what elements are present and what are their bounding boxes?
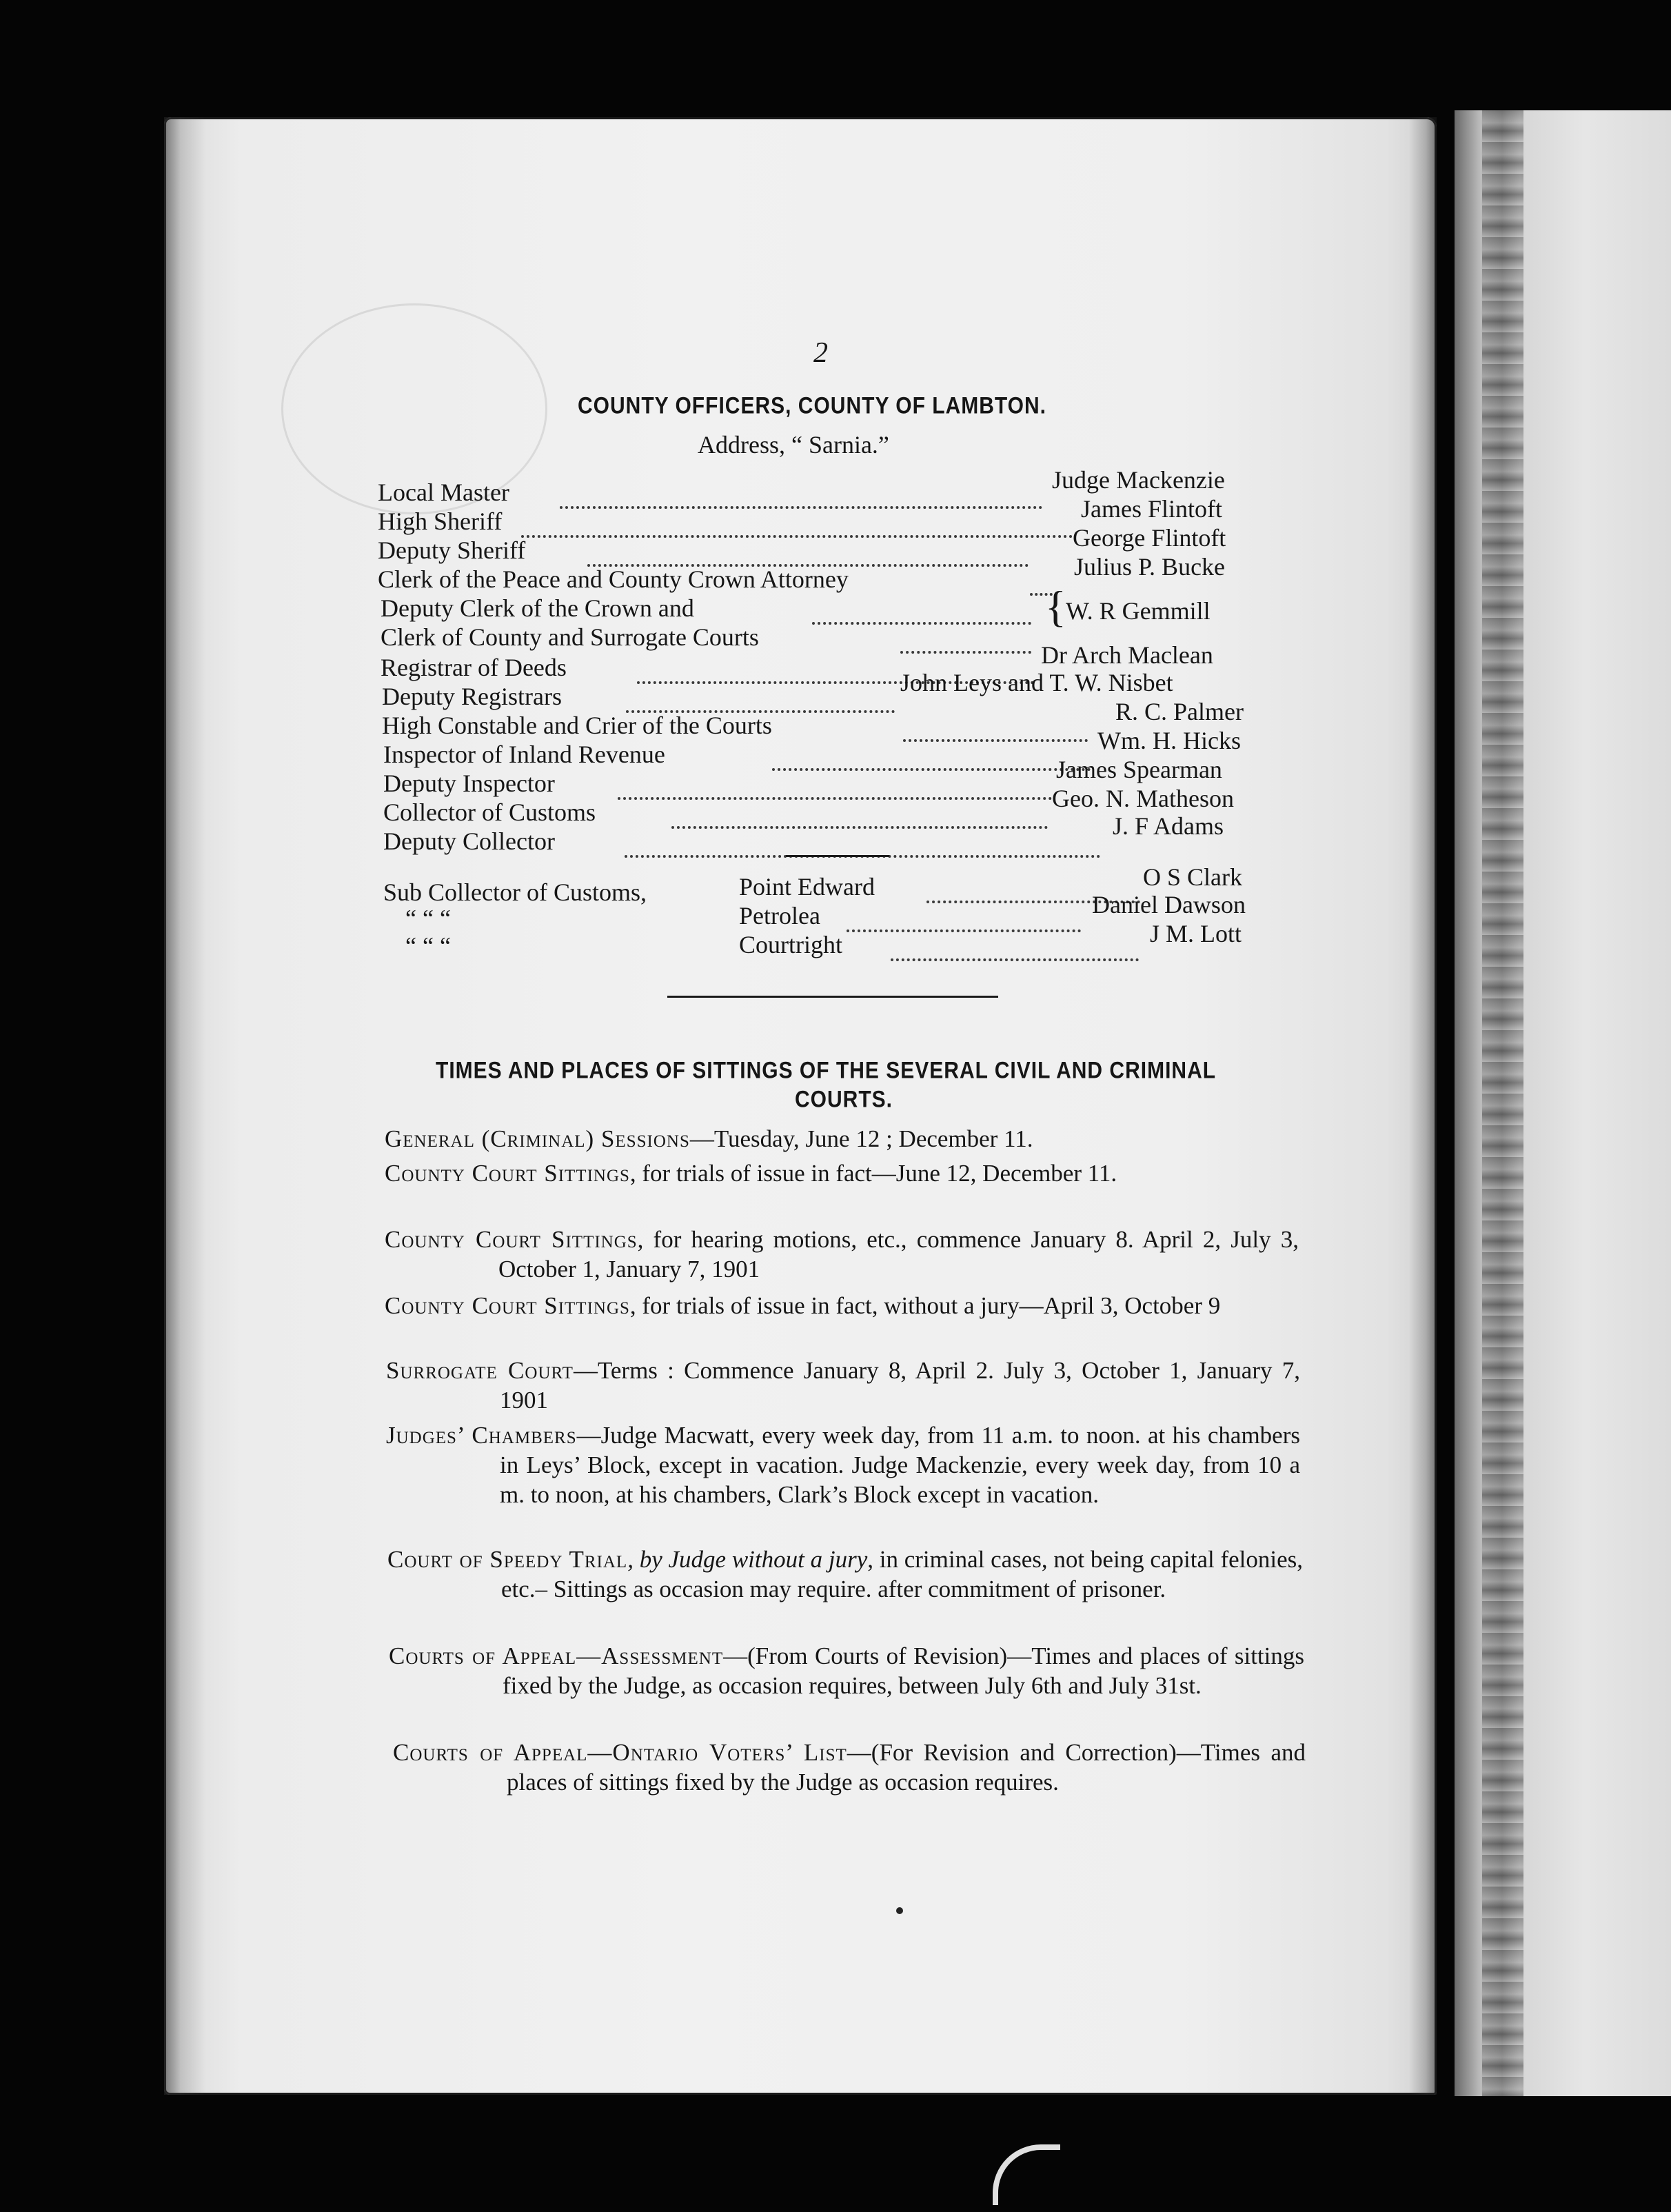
dot-leader <box>891 931 1139 961</box>
sittings-entry <box>385 1291 1299 1320</box>
entry-text: —(For Revision and Correction)—Times and places of sittings fixed by the Judge as occasion requires. <box>507 1739 1306 1796</box>
entry-head: General (Criminal) Sessions <box>385 1125 690 1152</box>
officer-name: George Flintoft <box>1073 524 1226 552</box>
entry-head: Surrogate Court <box>386 1357 574 1384</box>
entry-text: —(From Courts of Revision)—Times and places of sittings fixed by the Judge, as occasion requires, between July 6th and July 31st. <box>503 1642 1304 1699</box>
officer-office: Deputy Sheriff <box>378 536 526 564</box>
dot-leader <box>587 536 1029 567</box>
sub-collector-place: Petrolea <box>739 902 820 929</box>
officer-office: Clerk of County and Surrogate Courts <box>381 623 759 651</box>
sub-collector-place: Courtright <box>739 931 842 958</box>
entry-text: —Tuesday, June 12 ; December 11. <box>689 1125 1033 1152</box>
entry-head: County Court Sittings <box>385 1160 630 1187</box>
sub-collector-place: Point Edward <box>739 873 875 901</box>
officer-office: High Sheriff <box>378 507 503 535</box>
ditto-marks: “ “ “ <box>405 905 451 932</box>
entry-head: Courts of Appeal—Ontario Voters’ List <box>393 1739 847 1766</box>
officer-name: R. C. Palmer <box>1115 698 1244 725</box>
officer-name: Geo. N. Matheson <box>1052 785 1234 812</box>
ditto-marks: “ “ “ <box>405 932 451 960</box>
sittings-entry <box>393 1738 1306 1797</box>
officer-office: Registrar of Deeds <box>381 654 567 681</box>
sittings-entry <box>385 1124 1302 1154</box>
officer-name: James Flintoft <box>1081 495 1222 523</box>
officer-office: Collector of Customs <box>383 798 596 826</box>
section-divider <box>667 996 998 998</box>
entry-head: Judges’ Chambers <box>386 1422 577 1449</box>
dot-leader <box>900 623 1031 654</box>
entry-text: , for hearing motions, etc., commence January 8. April 2, July 3, October 1, January 7, 1901 <box>498 1226 1299 1283</box>
sittings-title-line1: TIMES AND PLACES OF SITTINGS OF THE SEVERAL CIVIL AND CRIMINAL <box>436 1057 1217 1084</box>
page-shadow-right <box>1409 117 1437 2095</box>
dot-leader <box>772 741 1091 771</box>
sittings-entry <box>385 1158 1295 1188</box>
officer-name: W. R Gemmill <box>1066 597 1211 625</box>
officer-name: Dr Arch Maclean <box>1041 641 1213 669</box>
sub-collector-name: J M. Lott <box>1150 920 1242 947</box>
short-divider <box>786 855 889 857</box>
dot-leader <box>625 827 1100 858</box>
officer-name: Wm. H. Hicks <box>1097 727 1241 754</box>
entry-head: County Court Sittings <box>385 1292 630 1319</box>
dot-leader <box>618 770 1052 800</box>
officer-office: Clerk of the Peace and County Crown Attorney <box>378 565 849 593</box>
sittings-entry <box>389 1641 1304 1700</box>
officer-office: Deputy Inspector <box>383 770 555 797</box>
sittings-title-line2: COURTS. <box>795 1086 893 1113</box>
entry-text: , for trials of issue in fact—June 12, December 11. <box>629 1160 1117 1187</box>
officer-name: Judge Mackenzie <box>1052 466 1225 494</box>
adjacent-page-spine <box>1482 110 1523 2096</box>
sub-collector-name: O S Clark <box>1143 863 1242 891</box>
sittings-entry <box>386 1356 1300 1415</box>
ink-dot <box>896 1907 903 1914</box>
officer-name: James Spearman <box>1056 756 1222 783</box>
page-shadow-left <box>164 117 205 2095</box>
entry-text: —Terms : Commence January 8, April 2. July 3, October 1, January 7, 1901 <box>500 1357 1300 1414</box>
dot-leader <box>903 712 1088 742</box>
sittings-entry <box>386 1420 1300 1509</box>
officer-office: Deputy Collector <box>383 827 555 855</box>
entry-text: , in criminal cases, not being capital felonies, etc.– Sittings as occasion may require. after commitment of prisoner. <box>501 1546 1303 1602</box>
officer-name: John Leys and T. W. Nisbet <box>900 669 1173 696</box>
entry-head: County Court Sittings <box>385 1226 638 1253</box>
officer-office: High Constable and Crier of the Courts <box>382 712 772 739</box>
officer-office: Deputy Registrars <box>382 683 562 710</box>
officer-office: Inspector of Inland Revenue <box>383 741 665 768</box>
brace-glyph: { <box>1045 582 1066 631</box>
officers-title: COUNTY OFFICERS, COUNTY OF LAMBTON. <box>578 392 1047 419</box>
dot-leader <box>671 798 1048 829</box>
page-number: 2 <box>813 337 828 369</box>
officer-name: J. F Adams <box>1113 812 1224 840</box>
officer-office: Local Master <box>378 479 509 506</box>
dot-leader <box>847 902 1081 932</box>
officer-name: Julius P. Bucke <box>1074 553 1226 581</box>
entry-head: Courts of Appeal—Assessment <box>389 1642 724 1669</box>
dot-leader <box>521 507 1073 538</box>
dot-leader <box>560 479 1042 509</box>
officers-address: Address, “ Sarnia.” <box>698 431 889 459</box>
entry-italic: , by Judge without a jury <box>627 1546 868 1573</box>
dot-leader <box>812 594 1031 625</box>
dot-leader <box>626 683 895 713</box>
entry-text: —Judge Macwatt, every week day, from 11 a.m. to noon. at his chambers in Leys’ Block, except in vacation. Judge Mackenzie, every week day, from 10 a m. to noon, at his chambers, Clark’s Block except in vacation. <box>500 1422 1300 1508</box>
sittings-entry <box>385 1225 1299 1284</box>
entry-text: , for trials of issue in fact, without a jury—April 3, October 9 <box>629 1292 1221 1319</box>
sittings-entry <box>387 1545 1303 1604</box>
sub-collector-name: Daniel Dawson <box>1092 891 1246 918</box>
sub-collector-office: Sub Collector of Customs, <box>383 878 647 906</box>
officer-office: Deputy Clerk of the Crown and <box>381 594 694 622</box>
entry-head: Court of Speedy Trial <box>387 1546 628 1573</box>
